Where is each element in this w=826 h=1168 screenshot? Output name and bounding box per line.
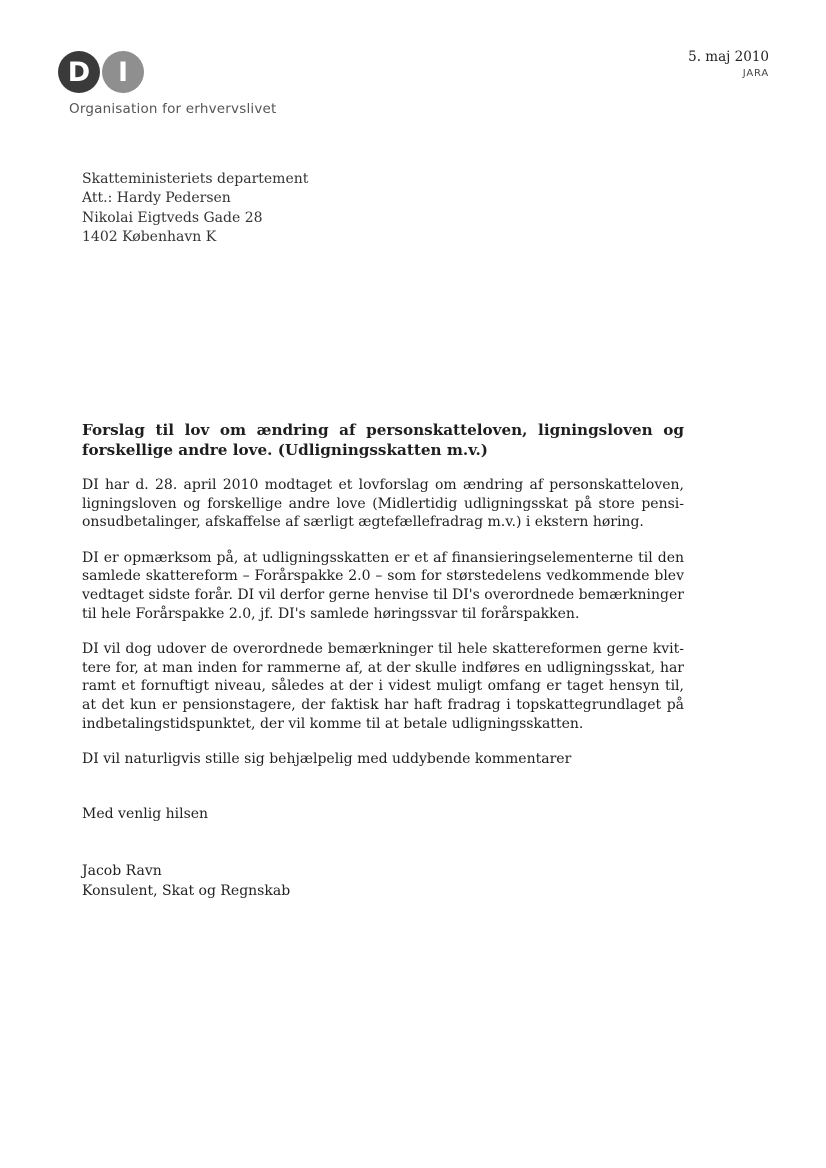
logo-letter-i: I xyxy=(102,51,144,93)
signer-title: Konsulent, Skat og Regnskab xyxy=(82,882,291,899)
sender-initials: JARA xyxy=(742,68,769,79)
di-logo xyxy=(58,51,148,95)
letter-subject: Forslag til lov om ændring af personskatteloven, ligningsloven og forskellige andre love. (Udligningsskatten m.v.) xyxy=(82,421,684,459)
closing-salutation: Med venlig hilsen xyxy=(82,806,209,822)
body-paragraph: DI vil dog udover de overordnede bemærkninger til hele skattereformen gerne kvittere for, at man inden for rammerne af, at der skulle indføres en udligningsskat, har ramt et fornuftigt niveau, således at der i videst muligt omfang er taget hensyn til, at det kun er pensionstagere, der faktisk har haft fradrag i topskattegrundlaget på indbetalingstidspunktet, der vil komme til at betale udligningsskatten. xyxy=(82,641,684,732)
body-paragraph: DI har d. 28. april 2010 modtaget et lovforslag om ændring af personskatteloven, ligningsloven og forskellige andre love (Midlertidig udligningsskat på store pensionsudbetalinger, afskaffelse af særligt ægtefællefradrag m.v.) i ekstern høring. xyxy=(82,477,684,531)
address-line: 1402 København K xyxy=(82,228,217,245)
address-line: Att.: Hardy Pedersen xyxy=(82,190,231,207)
body-paragraph: DI er opmærksom på, at udligningsskatten er et af finansieringselementerne til den samlede skattereform – Forårspakke 2.0 – som for størstedelens vedkommende blev vedtaget sidste forår. DI vil derfor gerne henvise til DI's overordnede bemærkninger til hele Forårspakke 2.0, jf. DI's samlede høringssvar til forårspakken. xyxy=(82,549,684,622)
logo-letter-d: D xyxy=(58,51,100,93)
letter-body xyxy=(82,420,684,786)
signer-name: Jacob Ravn xyxy=(82,863,162,879)
address-line: Skatteministeriets departement xyxy=(82,171,309,187)
letter-date: 5. maj 2010 xyxy=(688,49,769,65)
address-line: Nikolai Eigtveds Gade 28 xyxy=(82,209,263,226)
date-block xyxy=(688,49,769,79)
recipient-address xyxy=(82,170,308,247)
logo-tagline: Organisation for erhvervslivet xyxy=(69,101,277,117)
body-paragraph: DI vil naturligvis stille sig behjælpelig med uddybende kommentarer xyxy=(82,751,572,768)
signature-block xyxy=(82,862,290,901)
